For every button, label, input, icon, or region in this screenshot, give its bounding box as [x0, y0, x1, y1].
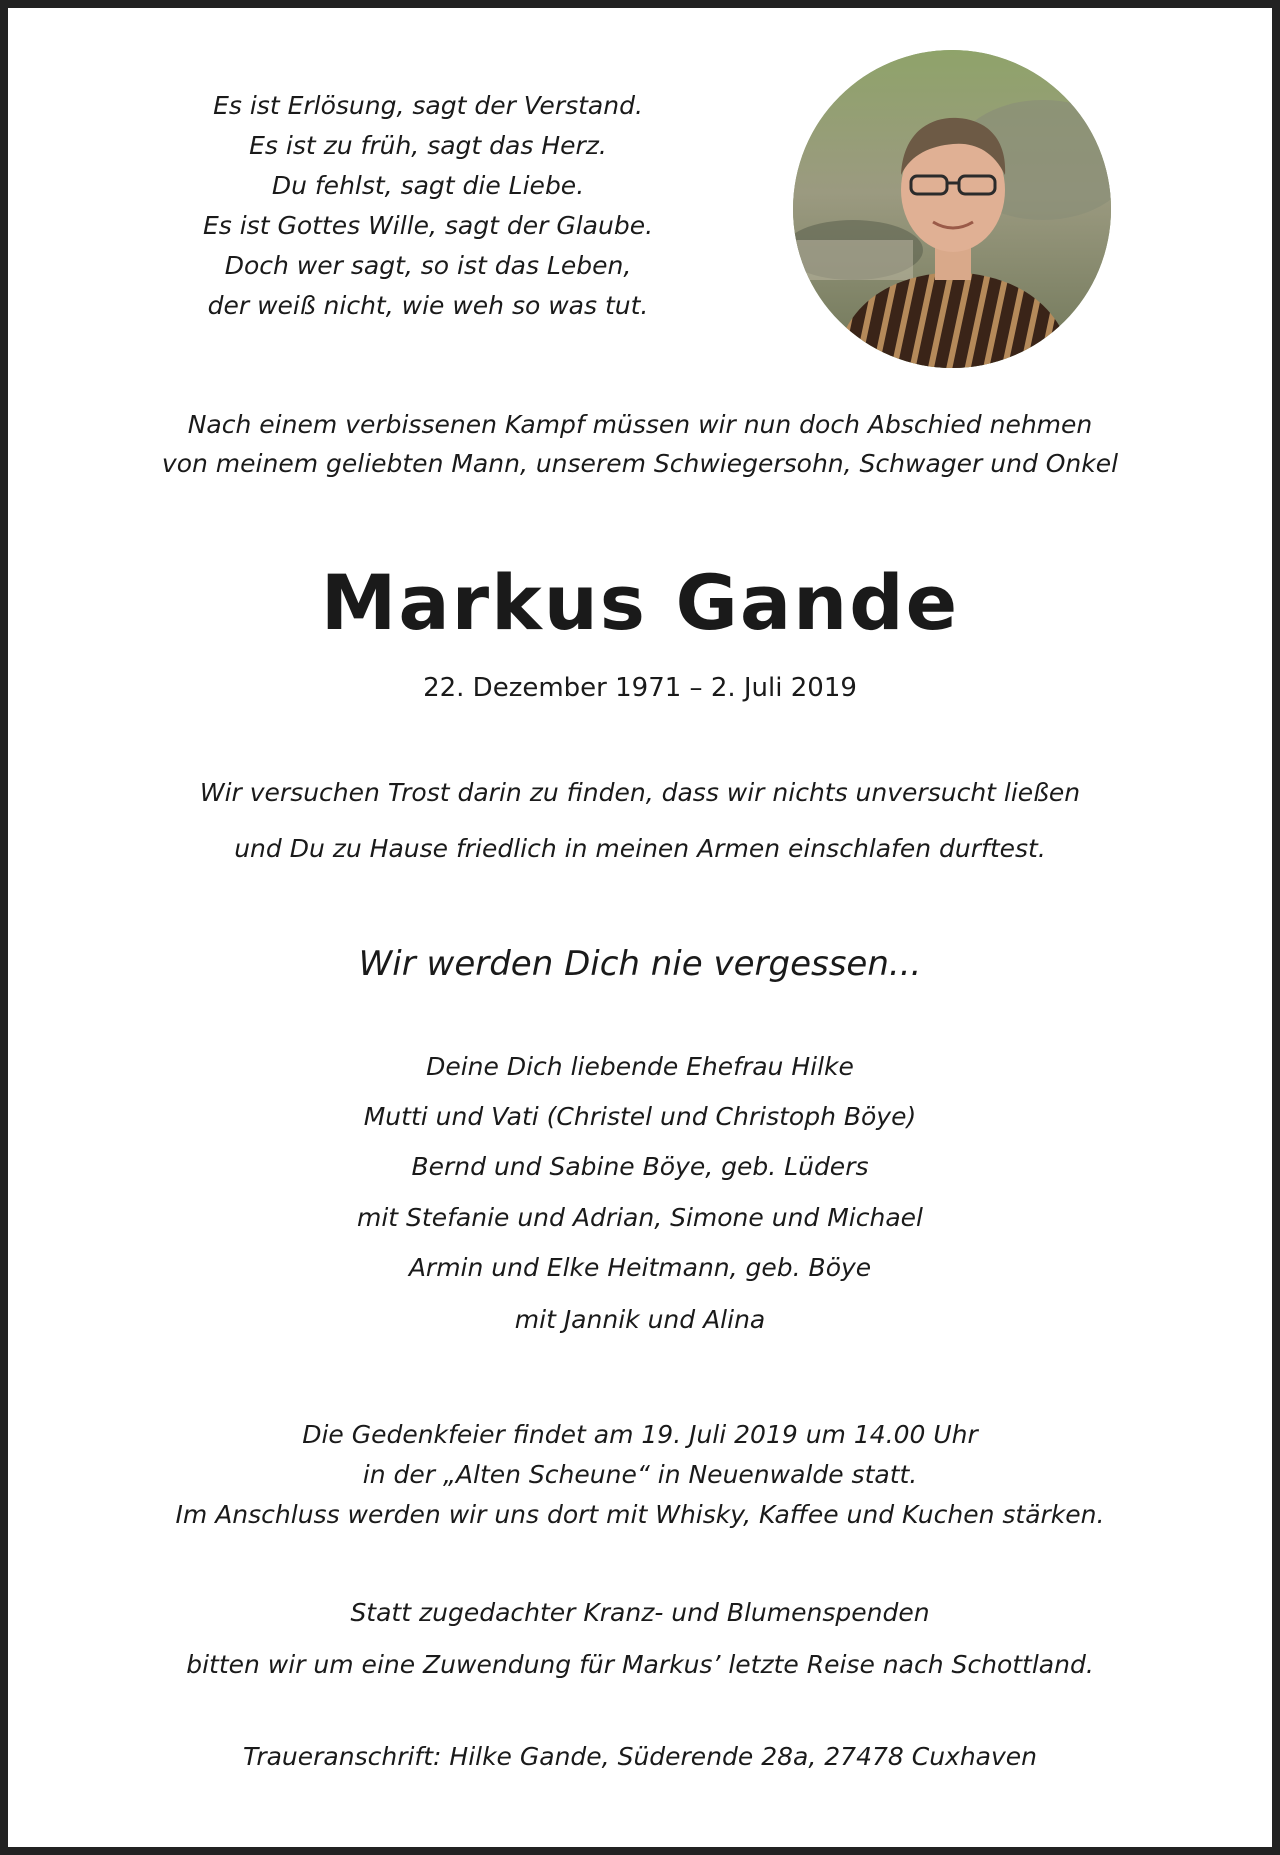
never-forget-heading: Wir werden Dich nie vergessen... [358, 944, 922, 984]
portrait-photo [793, 50, 1111, 368]
mourner-line: mit Stefanie und Adrian, Simone und Michael [357, 1203, 923, 1232]
poem [98, 86, 758, 326]
donation-line: bitten wir um eine Zuwendung für Markus’ letzte Reise nach Schottland. [186, 1650, 1094, 1679]
poem-line: Doch wer sagt, so ist das Leben, [224, 251, 632, 280]
mourner-line: Armin und Elke Heitmann, geb. Böye [408, 1253, 872, 1282]
memorial-event-line: Im Anschluss werden wir uns dort mit Whisky, Kaffee und Kuchen stärken. [175, 1500, 1105, 1529]
poem-line: Es ist Erlösung, sagt der Verstand. [213, 91, 643, 120]
memorial-event-line: Die Gedenkfeier findet am 19. Juli 2019 um 14.00 Uhr [302, 1420, 978, 1449]
poem-line: Du fehlst, sagt die Liebe. [271, 171, 585, 200]
intro-line: Nach einem verbissenen Kampf müssen wir nun doch Abschied nehmen [187, 410, 1093, 439]
mourner-line: Deine Dich liebende Ehefrau Hilke [426, 1052, 854, 1081]
intro-line: von meinem geliebten Mann, unserem Schwiegersohn, Schwager und Onkel [161, 449, 1119, 478]
life-dates: 22. Dezember 1971 – 2. Juli 2019 [423, 673, 857, 703]
poem-line: der weiß nicht, wie weh so was tut. [207, 291, 649, 320]
memorial-event-line: in der „Alten Scheune“ in Neuenwalde statt. [362, 1460, 918, 1489]
donation-line: Statt zugedachter Kranz- und Blumenspenden [350, 1598, 930, 1627]
poem-line: Es ist Gottes Wille, sagt der Glaube. [202, 211, 654, 240]
comfort-line: und Du zu Hause friedlich in meinen Armen einschlafen durftest. [234, 834, 1046, 863]
portrait-illustration [793, 50, 1111, 368]
deceased-name: Markus Gande [320, 558, 960, 647]
mourner-line: mit Jannik und Alina [514, 1305, 766, 1334]
mourner-line: Bernd und Sabine Böye, geb. Lüders [411, 1152, 869, 1181]
mourning-address: Traueranschrift: Hilke Gande, Süderende 28a, 27478 Cuxhaven [242, 1742, 1038, 1771]
mourner-line: Mutti und Vati (Christel und Christoph Böye) [363, 1102, 917, 1131]
poem-line: Es ist zu früh, sagt das Herz. [249, 131, 607, 160]
comfort-line: Wir versuchen Trost darin zu finden, dass wir nichts unversucht ließen [199, 778, 1081, 807]
